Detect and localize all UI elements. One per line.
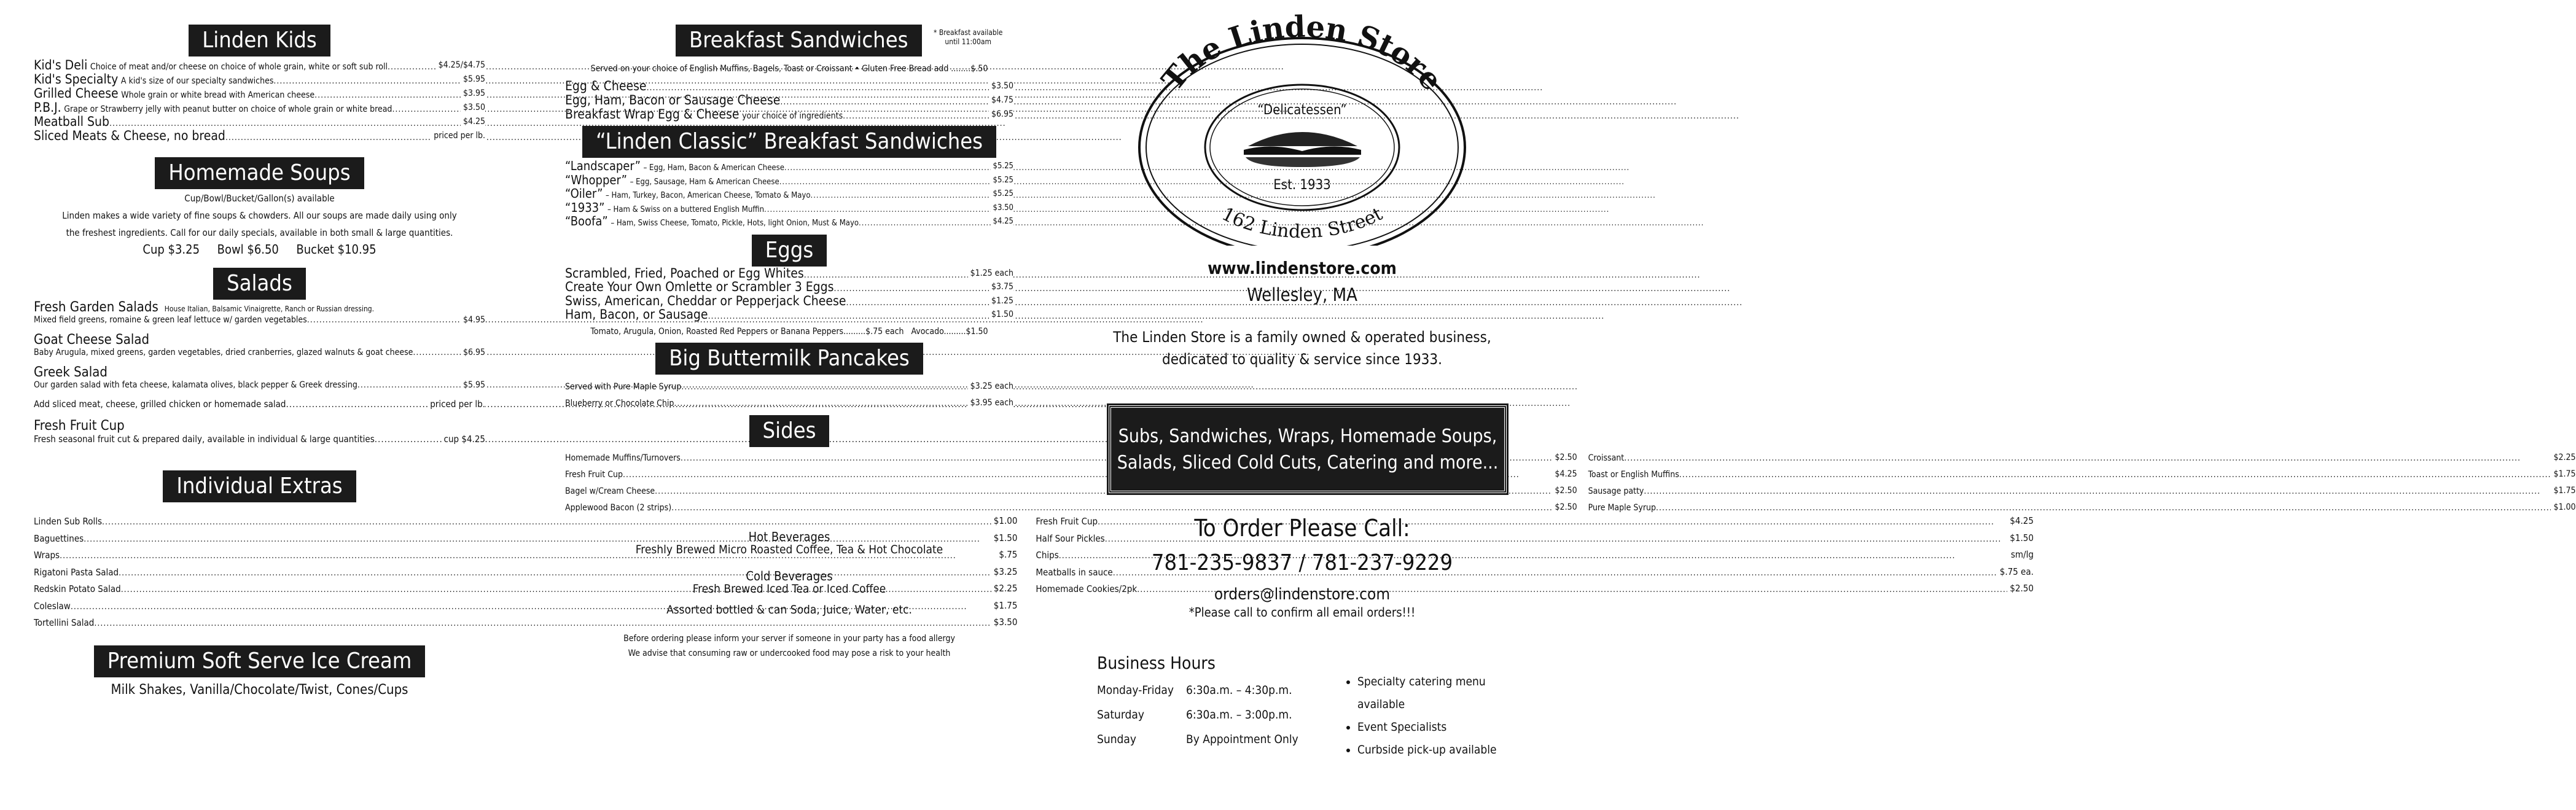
hours-day: Sunday	[1097, 733, 1136, 746]
side-item	[565, 499, 1577, 516]
breakfast-item-name: Egg, Ham, Bacon or Sausage Cheese	[565, 93, 781, 107]
side-item	[1588, 483, 2576, 499]
salad-desc: Mixed field greens, romaine & green leaf lettuce w/ garden vegetables	[34, 315, 307, 325]
breakfast-item-name: Egg & Cheese	[565, 79, 647, 93]
hours-row	[1097, 703, 1341, 727]
kids-menu-item-name: Kid's Deli	[34, 58, 88, 72]
pancake-item-price: $3.95 each	[968, 395, 1013, 411]
egg-item-price: $1.25	[989, 295, 1013, 308]
order-email-note: *Please call to confirm all email orders!!!	[1188, 605, 1416, 620]
salad-item	[34, 300, 485, 315]
hours-time: By Appointment Only	[1186, 733, 1298, 746]
allergy-line-1: Before ordering please inform your server if someone in your party has a food allergy	[623, 633, 955, 644]
classic-heading: “Linden Classic” Breakfast Sandwiches	[565, 126, 1013, 158]
side-item-name: Sausage patty	[1588, 486, 1644, 496]
pancake-item-name: Blueberry or Chocolate Chip	[565, 398, 674, 408]
egg-item-name: Scrambled, Fried, Poached or Egg Whites	[565, 265, 804, 281]
extra-item-price: $1.75	[991, 598, 1018, 614]
side-item-name: Croissant	[1588, 453, 1625, 463]
fruit-cup-desc: Fresh seasonal fruit cut & prepared daily, available in individual & large quantities ..... cup $4.25	[34, 434, 485, 445]
services-bullet-list	[1341, 671, 1527, 761]
classic-item-desc: – Ham & Swiss on a buttered English Muffin	[607, 204, 765, 214]
order-title: To Order Please Call:	[1194, 515, 1410, 542]
classic-item-name: “1933”	[565, 200, 605, 215]
extra-item-name: Meatballs in sauce	[1036, 566, 1113, 578]
hours-time: 6:30a.m. – 3:00p.m.	[1186, 708, 1292, 722]
extra-item-price: $1.00	[991, 513, 1018, 529]
service-bullet: • Specialty catering menu available	[1357, 671, 1527, 716]
beverages-assorted: Assorted bottled & can Soda, Juice, Water, etc.	[666, 602, 912, 617]
salad-item	[34, 332, 485, 348]
eggs-heading: Eggs	[565, 235, 1013, 267]
extras-heading: Individual Extras	[34, 470, 485, 502]
kids-menu-item-price: $5.95	[461, 73, 485, 85]
icecream-line: Milk Shakes, Vanilla/Chocolate/Twist, Cones/Cups	[111, 682, 408, 698]
salad-description	[34, 348, 485, 357]
breakfast-note: * Breakfast available until 11:00am	[934, 28, 1003, 46]
egg-item-name: Create Your Own Omlette or Scrambler 3 Eggs	[565, 279, 834, 294]
fruit-cup-name: Fresh Fruit Cup	[34, 418, 125, 434]
salad-dressing-note: House Italian, Balsamic Vinaigrette, Ranch or Russian dressing.	[164, 305, 375, 313]
classic-item-price: $4.25	[991, 216, 1013, 228]
kids-menu-item-name: Meatball Sub	[34, 114, 109, 129]
extra-item-name: Fresh Fruit Cup	[1036, 516, 1098, 527]
salad-item	[34, 365, 485, 380]
logo-established: Est. 1933	[1273, 177, 1331, 193]
classic-item	[565, 188, 1013, 202]
classic-item-name: “Whopper”	[565, 172, 627, 187]
kids-menu-item	[34, 115, 485, 130]
salad-description	[34, 380, 485, 390]
side-item-price: $2.50	[1553, 450, 1577, 465]
egg-item-price: $3.75	[989, 281, 1013, 294]
service-bullet: • Event Specialists	[1357, 716, 1527, 739]
kids-menu-item-price: $3.50	[461, 101, 485, 114]
egg-item-price: $1.50	[989, 309, 1013, 321]
classic-item-name: “Landscaper”	[565, 158, 641, 173]
classic-item-name: “Oiler”	[565, 186, 603, 201]
classic-item-price: $5.25	[991, 160, 1013, 173]
kids-heading: Linden Kids	[34, 25, 485, 56]
side-item-name: Fresh Fruit Cup	[565, 469, 623, 480]
extra-item-price: $1.50	[2007, 531, 2034, 547]
side-item	[1588, 466, 2576, 483]
extra-item-price: $.75	[996, 547, 1017, 563]
extra-item-name: Redskin Potato Salad	[34, 583, 121, 594]
breakfast-heading: Breakfast Sandwiches	[676, 25, 922, 56]
services-line-2: Salads, Sliced Cold Cuts, Catering and more...	[1117, 451, 1499, 473]
egg-item-name: Ham, Bacon, or Sausage	[565, 307, 708, 322]
cold-beverages-desc: Fresh Brewed Iced Tea or Iced Coffee	[692, 582, 886, 596]
allergy-line-2: We advise that consuming raw or undercooked food may pose a risk to your health	[628, 648, 951, 658]
extra-item-name: Linden Sub Rolls	[34, 516, 102, 527]
pancake-item	[565, 378, 1013, 395]
extra-item-price: $2.50	[2007, 581, 2034, 597]
pancake-item-name: Served with Pure Maple Syrup	[565, 381, 682, 392]
extra-item-price: $2.25	[991, 581, 1018, 597]
extra-item-price: $4.25	[2007, 513, 2034, 529]
service-bullet: • Curbside pick-up available	[1357, 739, 1527, 761]
pancake-item	[565, 395, 1013, 411]
extra-item-name: Half Sour Pickles	[1036, 532, 1105, 544]
extra-item-name: Tortellini Salad	[34, 617, 95, 628]
extra-item-name: Baguettines	[34, 532, 84, 544]
kids-list	[34, 59, 485, 144]
hours-title: Business Hours	[1097, 653, 1216, 673]
hot-beverages-title: Hot Beverages	[748, 529, 830, 544]
extra-item-name: Wraps	[34, 550, 60, 561]
services-box	[1109, 405, 1507, 493]
side-item-name: Pure Maple Syrup	[1588, 502, 1656, 513]
kids-menu-item	[34, 130, 485, 144]
side-item-price: $4.25	[1553, 466, 1577, 482]
hours-table	[1097, 678, 1341, 761]
soups-description-1: Linden makes a wide variety of fine soups & chowders. All our soups are made daily using only	[62, 210, 457, 221]
business-hours	[1097, 653, 1527, 761]
classic-item	[565, 202, 1013, 216]
kids-menu-item-name: Sliced Meats & Cheese, no bread	[34, 128, 225, 143]
breakfast-heading-row	[565, 25, 1013, 56]
side-item	[1588, 450, 2576, 466]
icecream-heading: Premium Soft Serve Ice Cream	[34, 645, 485, 677]
salad-name: Fresh Garden Salads	[34, 300, 158, 315]
logo-tagline: “Delicatessen”	[1257, 103, 1347, 118]
side-item-price: $1.00	[2551, 499, 2575, 515]
breakfast-item-price: $6.95	[989, 108, 1013, 120]
sandwich-icon	[1244, 132, 1361, 167]
pancake-item-price: $3.25 each	[968, 378, 1013, 394]
kids-menu-item-price: priced per lb.	[431, 130, 485, 142]
side-item-price: $1.75	[2551, 466, 2575, 482]
breakfast-item-desc: your choice of ingredients	[742, 111, 843, 121]
classic-item	[565, 174, 1013, 189]
soups-sizes: Cup/Bowl/Bucket/Gallon(s) available	[184, 193, 335, 204]
classic-item-price: $3.50	[991, 202, 1013, 214]
kids-menu-item	[34, 73, 485, 87]
store-website: www.lindenstore.com	[1208, 258, 1397, 278]
kids-menu-item	[34, 87, 485, 101]
kids-menu-item-desc: Whole grain or white bread with American cheese	[121, 90, 315, 100]
logo-store-name: The Linden Store	[1155, 9, 1450, 98]
salad-desc: Our garden salad with feta cheese, kalamata olives, black pepper & Greek dressing	[34, 380, 357, 390]
extra-item-name: Coleslaw	[34, 600, 71, 612]
breakfast-list	[565, 80, 1013, 122]
classic-item-price: $5.25	[991, 174, 1013, 187]
salad-name: Goat Cheese Salad	[34, 332, 150, 348]
hours-time: 6:30a.m. – 4:30p.m.	[1186, 683, 1292, 697]
kids-menu-item-name: P.B.J.	[34, 100, 61, 115]
extra-item-price: $1.50	[991, 531, 1018, 547]
pancakes-heading: Big Buttermilk Pancakes	[565, 343, 1013, 375]
cold-beverages-title: Cold Beverages	[746, 568, 833, 583]
hours-row	[1097, 678, 1341, 703]
hours-row	[1097, 727, 1341, 752]
order-phones[interactable]: 781-235-9837 / 781-237-9229	[1151, 550, 1453, 575]
extra-item-price: $3.50	[991, 615, 1018, 631]
salads-add-on: Add sliced meat, cheese, grilled chicken or homemade salad ..... priced per lb.	[34, 399, 485, 410]
extra-item-name: Homemade Cookies/2pk	[1036, 583, 1138, 594]
breakfast-item	[565, 80, 1013, 94]
eggs-list	[565, 265, 1013, 323]
extra-item-price: $3.25	[991, 564, 1018, 580]
sides-right	[1588, 450, 2576, 516]
store-town: Wellesley, MA	[1247, 284, 1357, 305]
salad-price: $4.95	[461, 315, 485, 325]
kids-menu-item-name: Grilled Cheese	[34, 86, 119, 101]
salad-name: Greek Salad	[34, 365, 107, 380]
classic-item-desc: – Egg, Ham, Bacon & American Cheese	[643, 163, 784, 173]
salads-list	[34, 300, 485, 390]
extra-item-price: $.75 ea.	[1997, 564, 2034, 580]
store-details	[1087, 258, 1551, 368]
kids-menu-item-price: $3.95	[461, 87, 485, 99]
about-line-1: The Linden Store is a family owned & operated business,	[1113, 329, 1491, 346]
kids-menu-item-desc: Grape or Strawberry jelly with peanut butter on choice of whole grain or white bread	[64, 104, 392, 114]
classic-item-desc: – Egg, Sausage, Ham & American Cheese	[630, 177, 779, 187]
hot-beverages-desc: Freshly Brewed Micro Roasted Coffee, Tea & Hot Chocolate	[635, 542, 943, 556]
side-item-price: $2.50	[1553, 499, 1577, 515]
classic-item-price: $5.25	[991, 188, 1013, 200]
breakfast-item-price: $4.75	[989, 94, 1013, 106]
egg-item-price: $1.25 each	[968, 268, 1013, 280]
kids-menu-item-desc: A kid's size of our specialty sandwiches	[120, 76, 274, 86]
classic-item-name: “Boofa”	[565, 214, 608, 228]
kids-menu-item-desc: Choice of meat and/or cheese on choice of whole grain, white or soft sub roll	[90, 62, 388, 72]
kids-menu-item-name: Kid's Specialty	[34, 72, 119, 87]
sides-heading: Sides	[565, 415, 1013, 447]
hours-day: Monday-Friday	[1097, 683, 1174, 697]
classic-item	[565, 216, 1013, 230]
store-logo	[1087, 0, 1551, 246]
side-item-price: $1.75	[2551, 483, 2575, 499]
kids-menu-item	[34, 59, 485, 73]
order-email[interactable]: orders@lindenstore.com	[1214, 585, 1391, 604]
breakfast-item	[565, 108, 1013, 122]
salads-heading: Salads	[34, 268, 485, 300]
side-item-name: Applewood Bacon (2 strips)	[565, 502, 672, 513]
hours-day: Saturday	[1097, 708, 1144, 722]
side-item-name: Homemade Muffins/Turnovers	[565, 453, 681, 463]
extra-item-price: sm/lg	[2008, 547, 2034, 563]
kids-menu-item	[34, 101, 485, 115]
breakfast-served: Served on your choice of English Muffins, Bagels, Toast or Croissant • Gluten Free Bread add ........$.50	[590, 64, 988, 74]
kids-menu-item-price: $4.25/$4.75	[436, 59, 485, 71]
services-line-1: Subs, Sandwiches, Wraps, Homemade Soups,	[1118, 425, 1497, 447]
egg-item	[565, 309, 1013, 323]
extra-item-name: Chips	[1036, 550, 1059, 561]
breakfast-item-price: $3.50	[989, 80, 1013, 92]
soups-prices: Cup $3.25 Bowl $6.50 Bucket $10.95	[142, 242, 377, 257]
salad-price: $6.95	[461, 348, 485, 357]
salad-price: $5.95	[461, 380, 485, 390]
side-item-name: Bagel w/Cream Cheese	[565, 486, 655, 496]
kids-menu-item-price: $4.25	[461, 115, 485, 128]
salad-desc: Baby Arugula, mixed greens, garden vegetables, dried cranberries, glazed walnuts & goat cheese	[34, 348, 413, 357]
classic-item	[565, 160, 1013, 174]
about-line-2: dedicated to quality & service since 1933.	[1161, 351, 1442, 368]
side-item	[1588, 499, 2576, 516]
pancakes-list	[565, 378, 1013, 411]
side-item-price: $2.50	[1553, 483, 1577, 499]
classic-list	[565, 160, 1013, 230]
salad-description	[34, 315, 485, 325]
order-info	[1087, 515, 1551, 620]
logo-address: 162 Linden Street	[1218, 203, 1386, 243]
side-item-name: Toast or English Muffins	[1588, 469, 1679, 480]
eggs-extras: Tomato, Arugula, Onion, Roasted Red Peppers or Banana Peppers.........$.75 each Avocado.........$1.50	[590, 326, 988, 337]
breakfast-item	[565, 94, 1013, 108]
side-item-price: $2.25	[2551, 450, 2575, 465]
egg-item-name: Swiss, American, Cheddar or Pepperjack Cheese	[565, 293, 846, 308]
soups-description-2: the freshest ingredients. Call for our daily specials, available in both small & large quantities.	[66, 227, 453, 238]
extra-item-name: Rigatoni Pasta Salad	[34, 566, 119, 578]
classic-item-desc: – Ham, Turkey, Bacon, American Cheese, Tomato & Mayo	[605, 191, 811, 200]
breakfast-item-name: Breakfast Wrap Egg & Cheese	[565, 107, 740, 122]
classic-item-desc: – Ham, Swiss Cheese, Tomato, Pickle, Hots, light Onion, Must & Mayo	[611, 219, 859, 228]
soups-heading: Homemade Soups	[34, 157, 485, 189]
